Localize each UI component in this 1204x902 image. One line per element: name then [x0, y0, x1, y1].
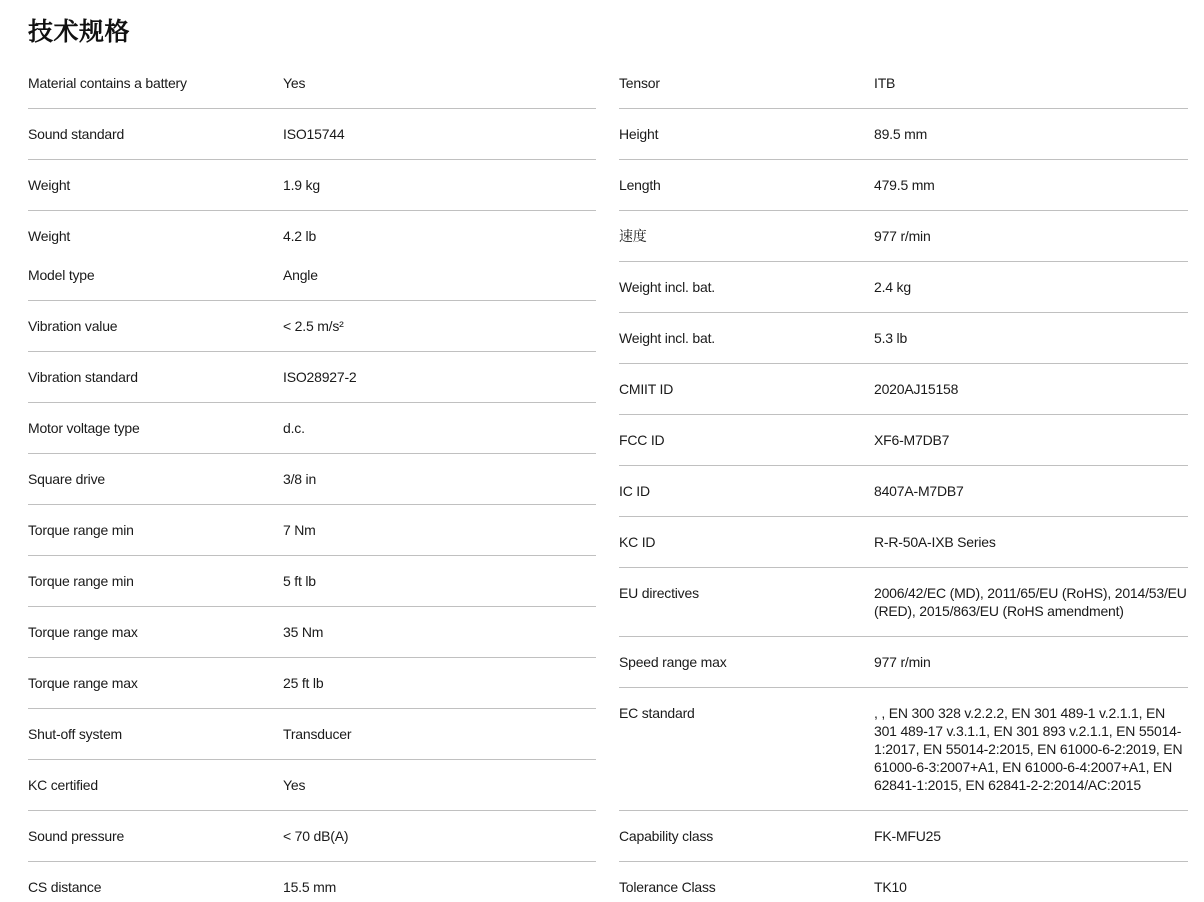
spec-value: ISO15744 [283, 126, 345, 142]
spec-value: FK-MFU25 [874, 828, 941, 844]
spec-label: Material contains a battery [28, 75, 187, 91]
spec-row [619, 58, 1188, 109]
spec-value: Angle [283, 267, 318, 283]
spec-value: 35 Nm [283, 624, 324, 640]
spec-label: Length [619, 177, 661, 193]
spec-row [28, 505, 596, 556]
spec-value: 5 ft lb [283, 573, 316, 589]
spec-label: IC ID [619, 483, 650, 499]
spec-row [28, 58, 596, 109]
spec-label: Sound standard [28, 126, 125, 142]
spec-label: Weight [28, 177, 71, 193]
spec-column-left [28, 58, 596, 902]
spec-value: 2020AJ15158 [874, 381, 959, 397]
spec-row [28, 211, 596, 250]
spec-row [28, 160, 596, 211]
spec-row [28, 454, 596, 505]
spec-row [619, 466, 1188, 517]
spec-value: Yes [283, 777, 306, 793]
spec-row [28, 250, 596, 301]
spec-label: Shut-off system [28, 726, 123, 742]
spec-column-right [619, 58, 1188, 902]
spec-row [619, 862, 1188, 902]
spec-row [619, 364, 1188, 415]
spec-value: 15.5 mm [283, 879, 337, 895]
spec-label: Square drive [28, 471, 105, 487]
spec-row [619, 688, 1188, 811]
spec-label: Tensor [619, 75, 660, 91]
spec-label: EU directives [619, 585, 699, 601]
spec-row [619, 313, 1188, 364]
spec-row [28, 556, 596, 607]
spec-value: 977 r/min [874, 654, 931, 670]
spec-value: 2006/42/EC (MD), 2011/65/EU (RoHS), 2014/53/EU (RED), 2015/863/EU (RoHS amendment) [874, 585, 1187, 619]
spec-row [28, 658, 596, 709]
spec-value: 8407A-M7DB7 [874, 483, 964, 499]
spec-label: FCC ID [619, 432, 665, 448]
spec-value: Yes [283, 75, 306, 91]
spec-label: EC standard [619, 705, 695, 721]
spec-value: ISO28927-2 [283, 369, 357, 385]
spec-value: 1.9 kg [283, 177, 320, 193]
spec-label: Weight incl. bat. [619, 279, 715, 295]
spec-row [619, 811, 1188, 862]
spec-row [28, 301, 596, 352]
spec-value: < 2.5 m/s² [283, 318, 344, 334]
spec-row [619, 517, 1188, 568]
spec-value: 25 ft lb [283, 675, 324, 691]
spec-value: 4.2 lb [283, 228, 317, 244]
spec-label: Torque range min [28, 573, 134, 589]
spec-row [619, 415, 1188, 466]
spec-label: Capability class [619, 828, 714, 844]
spec-value: d.c. [283, 420, 305, 436]
spec-row [28, 352, 596, 403]
spec-label: KC certified [28, 777, 98, 793]
spec-label: Torque range max [28, 624, 138, 640]
spec-row [619, 109, 1188, 160]
spec-row [28, 862, 596, 902]
spec-label: Torque range min [28, 522, 134, 538]
spec-value: 2.4 kg [874, 279, 911, 295]
spec-value: Transducer [283, 726, 352, 742]
spec-label: Height [619, 126, 659, 142]
spec-label: Tolerance Class [619, 879, 716, 895]
spec-value: 89.5 mm [874, 126, 928, 142]
spec-row [28, 811, 596, 862]
spec-row [28, 403, 596, 454]
spec-table [28, 58, 1188, 902]
spec-label: Speed range max [619, 654, 727, 670]
spec-value: ITB [874, 75, 896, 91]
spec-label: Sound pressure [28, 828, 125, 844]
spec-label: Motor voltage type [28, 420, 140, 436]
spec-value: 5.3 lb [874, 330, 908, 346]
spec-label: CS distance [28, 879, 102, 895]
spec-row [28, 607, 596, 658]
spec-row [619, 568, 1188, 637]
spec-row [28, 109, 596, 160]
page-title: 技术规格 [28, 18, 131, 46]
spec-value: < 70 dB(A) [283, 828, 349, 844]
spec-value: 3/8 in [283, 471, 317, 487]
spec-value: 977 r/min [874, 228, 931, 244]
spec-row [28, 760, 596, 811]
spec-value: 7 Nm [283, 522, 316, 538]
spec-row [619, 211, 1188, 262]
spec-label: 速度 [619, 228, 647, 244]
spec-label: CMIIT ID [619, 381, 674, 397]
spec-label: Weight incl. bat. [619, 330, 715, 346]
spec-label: Vibration value [28, 318, 118, 334]
spec-value: 479.5 mm [874, 177, 935, 193]
spec-row [619, 637, 1188, 688]
spec-label: Weight [28, 228, 71, 244]
spec-label: Torque range max [28, 675, 138, 691]
spec-value: R-R-50A-IXB Series [874, 534, 996, 550]
spec-value: , , EN 300 328 v.2.2.2, EN 301 489-1 v.2.1.1, EN 301 489-17 v.3.1.1, EN 301 893 v.2.1.1, EN 55014-1:2017, EN 55014-2:2015, EN 61000-6-2:2019, EN 61000-6-3:2007+A1, EN 61000-6-4:2007+A1, EN 62841-1:2015, EN 62841-2-2:2014/AC:2015 [874, 705, 1183, 793]
spec-row [619, 262, 1188, 313]
spec-label: Model type [28, 267, 95, 283]
spec-label: KC ID [619, 534, 656, 550]
spec-value: TK10 [874, 879, 907, 895]
spec-row [619, 160, 1188, 211]
spec-row [28, 709, 596, 760]
spec-value: XF6-M7DB7 [874, 432, 950, 448]
spec-label: Vibration standard [28, 369, 138, 385]
